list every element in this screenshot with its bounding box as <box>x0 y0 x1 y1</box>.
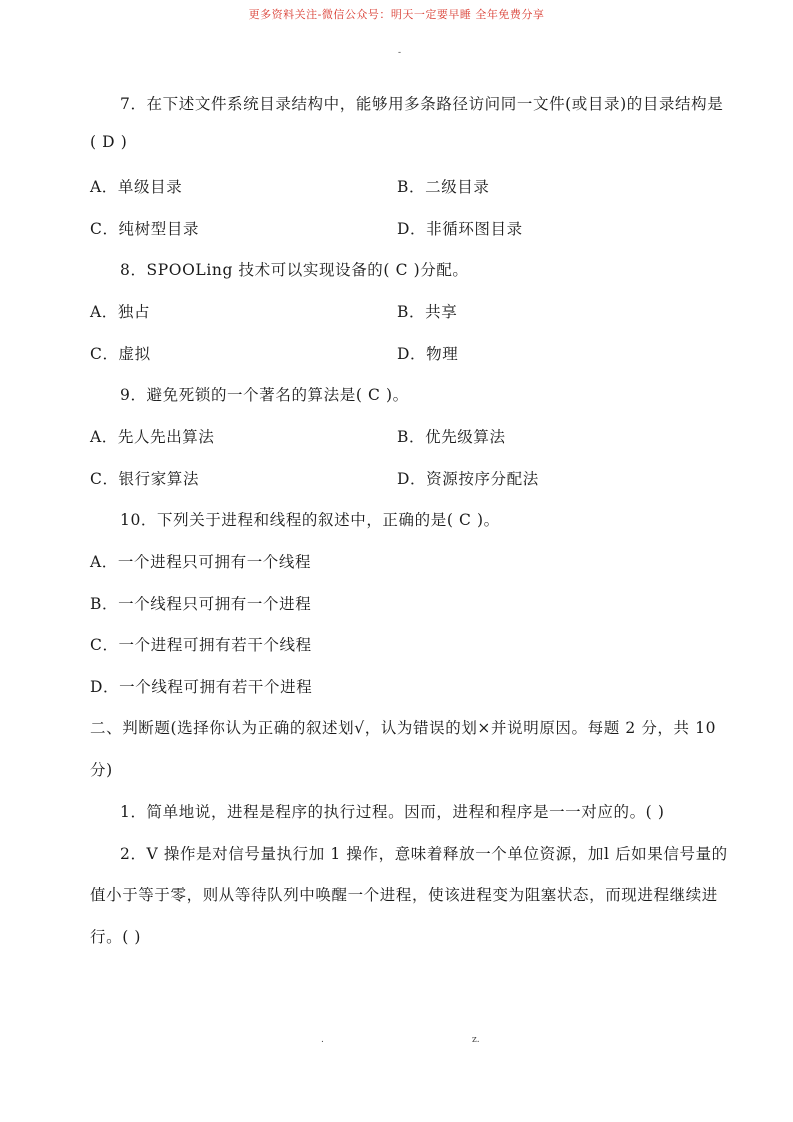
q7-stem: 7．在下述文件系统目录结构中，能够用多条路径访问同一文件(或目录)的目录结构是 <box>120 95 724 113</box>
q10-option-d: D．一个线程可拥有若干个进程 <box>90 678 313 696</box>
q8-option-c: C．虚拟 <box>90 345 151 363</box>
judgement-2-line1: 2．V 操作是对信号量执行加 1 操作，意味着释放一个单位资源，加l 后如果信号量的 <box>120 845 728 863</box>
q7-option-d: D．非循环图目录 <box>397 220 523 238</box>
section2-title: 二、判断题(选择你认为正确的叙述划√，认为错误的划×并说明原因。每题 2 分，共 10 <box>90 719 717 737</box>
q7-option-c: C．纯树型目录 <box>90 220 200 238</box>
q10-option-b: B．一个线程只可拥有一个进程 <box>90 595 312 613</box>
section2-title-cont: 分) <box>90 761 113 779</box>
q9-stem: 9．避免死锁的一个著名的算法是( C )。 <box>120 386 409 404</box>
judgement-1: 1．简单地说，进程是程序的执行过程。因而，进程和程序是一一对应的。( ) <box>120 803 665 821</box>
q7-option-b: B．二级目录 <box>397 178 490 196</box>
q10-option-a: A．一个进程只可拥有一个线程 <box>90 553 312 571</box>
q8-option-a: A．独占 <box>90 303 151 321</box>
q9-option-c: C．银行家算法 <box>90 470 200 488</box>
q9-option-d: D．资源按序分配法 <box>397 470 539 488</box>
q8-stem: 8．SPOOLing 技术可以实现设备的( C )分配。 <box>120 261 469 279</box>
q10-option-c: C．一个进程可拥有若干个线程 <box>90 636 312 654</box>
q8-option-d: D．物理 <box>397 345 459 363</box>
judgement-2-line3: 行。( ) <box>90 928 142 946</box>
footer-right-mark: z. <box>472 1035 480 1045</box>
q9-option-b: B．优先级算法 <box>397 428 506 446</box>
q10-stem: 10．下列关于进程和线程的叙述中，正确的是( C )。 <box>120 511 500 529</box>
header-banner: 更多资料关注-微信公众号：明天一定要早睡 全年免费分享 <box>248 8 545 21</box>
q7-option-a: A．单级目录 <box>90 178 183 196</box>
q7-answer: ( D ) <box>90 133 128 151</box>
footer-left-mark: . <box>321 1035 324 1045</box>
header-dot: - <box>398 48 402 58</box>
q8-option-b: B．共享 <box>397 303 458 321</box>
judgement-2-line2: 值小于等于零，则从等待队列中唤醒一个进程，使该进程变为阻塞状态，而现进程继续进 <box>90 886 718 904</box>
q9-option-a: A．先人先出算法 <box>90 428 215 446</box>
